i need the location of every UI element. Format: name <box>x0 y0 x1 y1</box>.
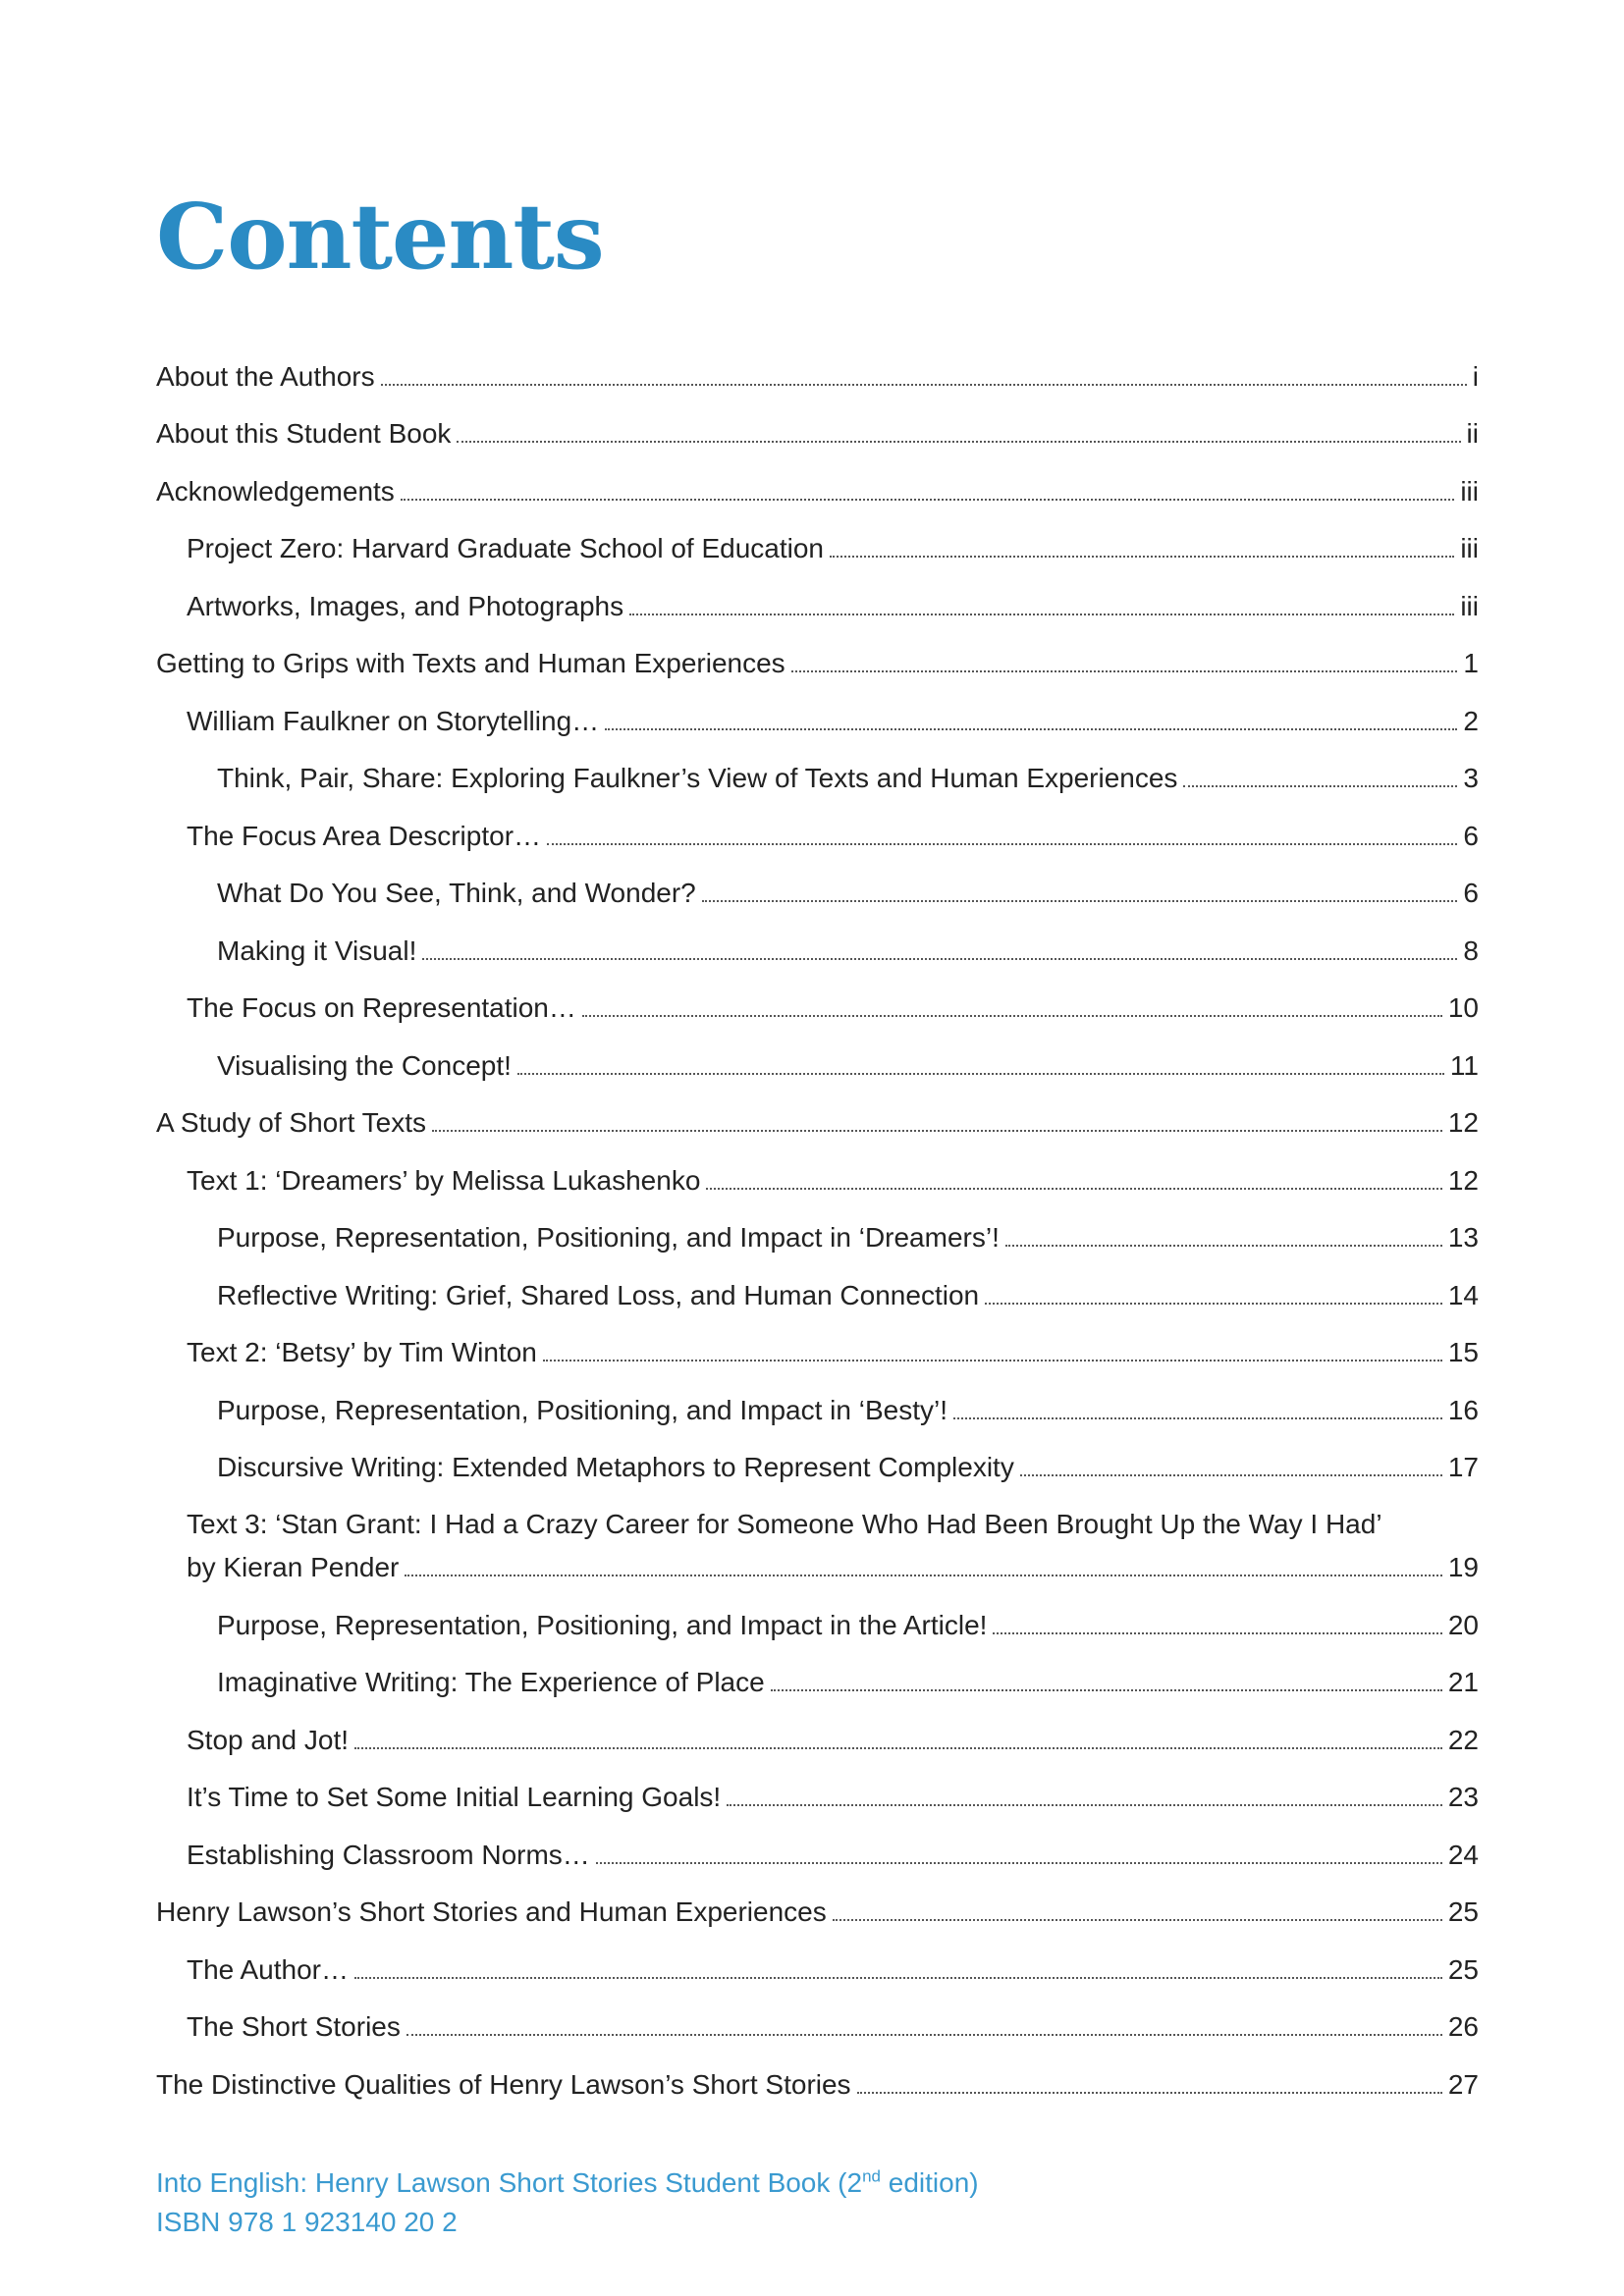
toc-entry-label: A Study of Short Texts <box>156 1107 426 1138</box>
toc-entry-label: Getting to Grips with Texts and Human Experiences <box>156 648 785 678</box>
dot-leader <box>517 1073 1444 1075</box>
toc-entry[interactable] <box>156 910 1479 968</box>
toc-entry-label: It’s Time to Set Some Initial Learning Goals! <box>187 1782 722 1812</box>
dot-leader <box>830 556 1454 558</box>
dot-leader <box>354 1977 1442 1979</box>
dot-leader <box>1020 1474 1442 1476</box>
toc-entry-label: Text 2: ‘Betsy’ by Tim Winton <box>187 1337 537 1367</box>
toc-page-number: ii <box>1466 418 1479 449</box>
toc-entry[interactable] <box>156 853 1479 911</box>
dot-leader <box>702 900 1458 902</box>
dot-leader <box>596 1862 1442 1864</box>
toc-page-number: 26 <box>1447 2011 1479 2042</box>
toc-entry[interactable] <box>156 1198 1479 1255</box>
dot-leader <box>629 614 1454 615</box>
toc-entry-label: Text 3: ‘Stan Grant: I Had a Crazy Career for Someone Who Had Been Brought Up the Way I Had’ <box>187 1509 1382 1539</box>
toc-page-number: 12 <box>1447 1107 1479 1138</box>
dot-leader <box>422 958 1457 960</box>
toc-entry[interactable] <box>156 451 1479 508</box>
toc-entry[interactable] <box>156 394 1479 452</box>
dot-leader <box>543 1360 1442 1362</box>
toc-page-number: iii <box>1460 533 1479 563</box>
toc-entry-label: Establishing Classroom Norms… <box>187 1839 590 1870</box>
toc-entry[interactable] <box>156 1369 1479 1427</box>
dot-leader <box>727 1804 1442 1806</box>
page-title: Contents <box>156 184 604 290</box>
toc-page-number: i <box>1472 360 1479 392</box>
toc-page-number: 21 <box>1447 1667 1479 1697</box>
toc-entry[interactable] <box>156 1814 1479 1872</box>
toc-entry[interactable] <box>156 680 1479 738</box>
toc-entry[interactable] <box>156 623 1479 681</box>
toc-page-number: 23 <box>1447 1782 1479 1812</box>
toc-entry-label: Imaginative Writing: The Experience of Place <box>217 1667 765 1697</box>
footer <box>156 2163 979 2242</box>
toc-page-number: 16 <box>1447 1394 1479 1425</box>
toc-entry-label: About this Student Book <box>156 418 452 449</box>
toc-entry-label: Purpose, Representation, Positioning, and Impact in the Article! <box>217 1609 988 1640</box>
toc-page-number: 22 <box>1447 1724 1479 1755</box>
toc-entry[interactable] <box>156 1987 1479 2045</box>
toc-page-number: 25 <box>1447 1953 1479 1985</box>
toc-entry-label: The Focus on Representation… <box>187 992 576 1023</box>
dot-leader <box>771 1689 1442 1691</box>
toc-page-number: 2 <box>1463 705 1479 736</box>
toc-entry[interactable] <box>156 968 1479 1026</box>
toc-entry-label: The Author… <box>187 1953 349 1985</box>
toc-page-number: 6 <box>1463 878 1479 908</box>
toc-page-number: 8 <box>1463 934 1479 966</box>
toc-entry[interactable] <box>156 795 1479 853</box>
dot-leader <box>1005 1245 1442 1247</box>
dot-leader <box>857 2092 1442 2094</box>
toc-entry[interactable] <box>156 1872 1479 1930</box>
dot-leader <box>791 670 1458 672</box>
toc-page-number: 20 <box>1447 1609 1479 1640</box>
toc-entry[interactable] <box>156 1025 1479 1083</box>
toc-entry-label: The Short Stories <box>187 2011 401 2042</box>
toc-entry-label: Visualising the Concept! <box>217 1049 512 1081</box>
toc-entry-label-continued: by Kieran Pender <box>187 1552 400 1582</box>
toc-page-number: 1 <box>1463 648 1479 678</box>
toc-page-number: 13 <box>1447 1222 1479 1253</box>
toc-page-number: 10 <box>1447 992 1479 1023</box>
dot-leader <box>432 1130 1442 1132</box>
toc-page-number: iii <box>1460 590 1479 621</box>
toc-entry-label: Acknowledgements <box>156 475 395 507</box>
dot-leader <box>405 1575 1441 1576</box>
toc-entry[interactable] <box>156 1929 1479 1987</box>
toc-entry-label: William Faulkner on Storytelling… <box>187 705 600 736</box>
toc-entry-label: Think, Pair, Share: Exploring Faulkner’s View of Texts and Human Experiences <box>217 763 1178 793</box>
toc-entry[interactable] <box>156 1427 1479 1485</box>
toc-entry[interactable] <box>156 1255 1479 1312</box>
toc-page-number: 14 <box>1447 1279 1479 1310</box>
table-of-contents <box>156 336 1479 2102</box>
toc-page-number: iii <box>1460 475 1479 507</box>
footer-book-title: Into English: Henry Lawson Short Stories Student Book (2nd edition) <box>156 2166 979 2198</box>
toc-entry[interactable] <box>156 1140 1479 1198</box>
dot-leader <box>993 1632 1441 1634</box>
dot-leader <box>1183 785 1457 787</box>
dot-leader <box>401 499 1455 501</box>
dot-leader <box>354 1747 1442 1749</box>
dot-leader <box>833 1919 1442 1921</box>
dot-leader <box>381 384 1467 386</box>
toc-entry-label: About the Authors <box>156 360 375 392</box>
toc-entry[interactable] <box>156 1642 1479 1700</box>
toc-entry-label: Discursive Writing: Extended Metaphors to Represent Complexity <box>217 1452 1014 1482</box>
footer-isbn: ISBN 978 1 923140 20 2 <box>156 2207 458 2237</box>
toc-entry[interactable] <box>156 565 1479 623</box>
dot-leader <box>985 1303 1442 1305</box>
toc-entry[interactable] <box>156 508 1479 566</box>
dot-leader <box>582 1015 1442 1017</box>
toc-entry[interactable] <box>156 1312 1479 1370</box>
toc-page-number: 19 <box>1447 1552 1479 1582</box>
toc-entry[interactable] <box>156 738 1479 796</box>
toc-page-number: 17 <box>1447 1452 1479 1482</box>
toc-page-number: 27 <box>1447 2068 1479 2100</box>
toc-entry-label: Henry Lawson’s Short Stories and Human Experiences <box>156 1896 827 1927</box>
toc-page-number: 24 <box>1447 1839 1479 1870</box>
toc-entry[interactable] <box>156 1083 1479 1141</box>
toc-entry-label: Purpose, Representation, Positioning, and Impact in ‘Dreamers’! <box>217 1222 1000 1253</box>
toc-entry[interactable] <box>156 1699 1479 1757</box>
toc-page-number: 11 <box>1449 1049 1479 1081</box>
toc-entry-label: What Do You See, Think, and Wonder? <box>217 878 696 908</box>
toc-entry-label: Text 1: ‘Dreamers’ by Melissa Lukashenko <box>187 1164 701 1196</box>
toc-entry[interactable] <box>156 1484 1479 1584</box>
toc-entry[interactable] <box>156 1584 1479 1642</box>
toc-page-number: 6 <box>1463 820 1479 851</box>
toc-page-number: 3 <box>1463 763 1479 793</box>
toc-entry-label: Stop and Jot! <box>187 1724 350 1755</box>
toc-entry-label: Reflective Writing: Grief, Shared Loss, and Human Connection <box>217 1279 980 1310</box>
dot-leader <box>953 1417 1442 1419</box>
toc-entry-label: Purpose, Representation, Positioning, and Impact in ‘Besty’! <box>217 1394 947 1425</box>
dot-leader <box>547 843 1457 845</box>
toc-entry[interactable] <box>156 2044 1479 2102</box>
toc-page-number: 25 <box>1447 1896 1479 1927</box>
toc-page-number: 12 <box>1447 1164 1479 1196</box>
toc-entry[interactable] <box>156 336 1479 394</box>
toc-entry-label: The Focus Area Descriptor… <box>187 820 542 851</box>
dot-leader <box>706 1188 1441 1190</box>
toc-entry[interactable] <box>156 1757 1479 1815</box>
toc-entry-label: The Distinctive Qualities of Henry Lawson’s Short Stories <box>156 2068 851 2100</box>
toc-entry-label: Making it Visual! <box>217 934 417 966</box>
dot-leader <box>605 728 1457 730</box>
toc-entry-label: Project Zero: Harvard Graduate School of Education <box>187 533 825 563</box>
dot-leader <box>457 441 1460 443</box>
toc-page-number: 15 <box>1447 1337 1479 1367</box>
dot-leader <box>406 2034 1442 2036</box>
toc-entry-label: Artworks, Images, and Photographs <box>187 590 624 621</box>
